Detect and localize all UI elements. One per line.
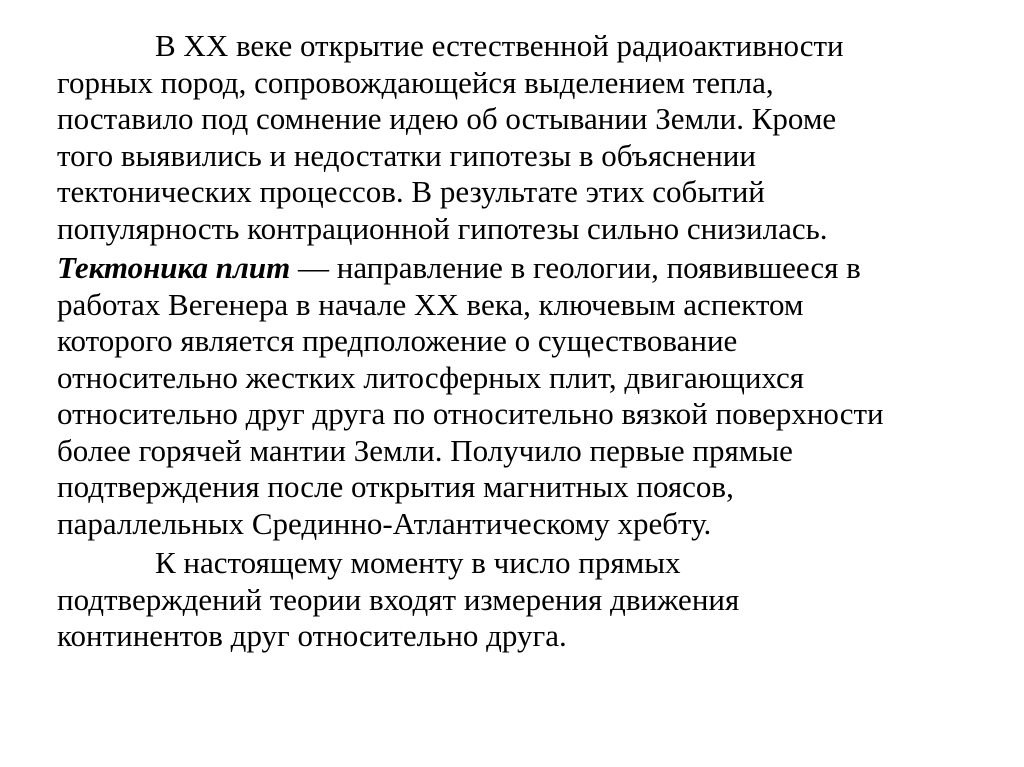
text-line: подтверждения после открытия магнитных поясов, (57, 469, 734, 504)
text-line: того выявились и недостатки гипотезы в объяснении (57, 137, 756, 173)
text-line: популярность контрационной гипотезы сильно снизилась. (57, 210, 828, 246)
paragraph-confirmations (57, 545, 982, 655)
text-line: тектонических процессов. В результате этих событий (57, 174, 765, 209)
paragraph-plate-tectonics (57, 250, 982, 542)
text-line: параллельных Срединно-Атлантическому хребту. (57, 505, 712, 541)
text-line: В XX веке открытие естественной радиоактивности (155, 28, 844, 63)
text-line: более горячей мантии Земли. Получило первые прямые (57, 432, 793, 468)
text-line: поставило под сомнение идею об остывании Земли. Кроме (57, 101, 837, 136)
text-line: континентов друг относительно друга. (57, 618, 567, 653)
text-block (57, 28, 982, 655)
paragraph-radioactivity (57, 28, 982, 247)
text-line: относительно друг друга по относительно вязкой поверхности (57, 396, 884, 431)
text-line: — направление в геологии, появившееся в (290, 250, 861, 285)
text-line: которого является предположение о существование (57, 323, 738, 358)
term-plate-tectonics: Тектоника плит (57, 250, 291, 285)
text-line: относительно жестких литосферных плит, двигающихся (57, 359, 805, 395)
text-line: К настоящему моменту в число прямых (155, 545, 681, 580)
text-line: работах Вегенера в начале XX века, ключевым аспектом (57, 286, 804, 322)
text-line: подтверждений теории входят измерения движения (57, 581, 740, 617)
text-line: горных пород, сопровождающейся выделением тепла, (57, 64, 774, 100)
